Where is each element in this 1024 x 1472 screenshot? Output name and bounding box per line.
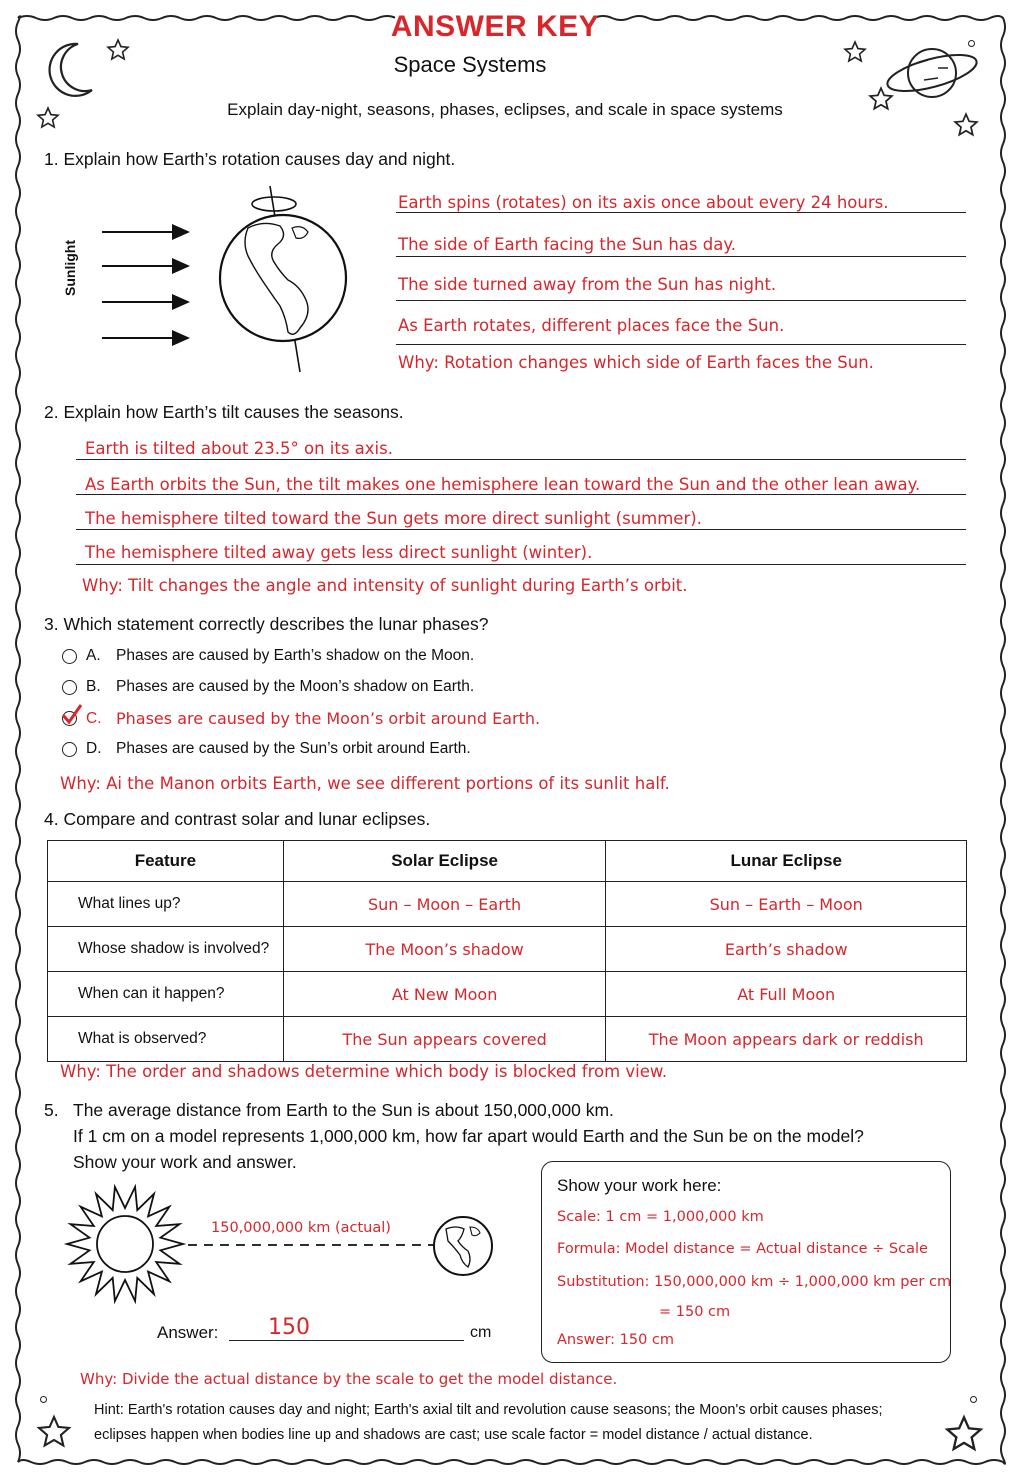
column-header: Lunar Eclipse (606, 841, 967, 882)
sparkle-dot (40, 1396, 47, 1403)
hint-line-2: eclipses happen when bodies line up and shadows are cast; use scale factor = model distance / actual distance. (94, 1427, 813, 1443)
lunar-cell: Sun – Earth – Moon (606, 882, 967, 927)
q2-answer-line-3: The hemisphere tilted toward the Sun gets more direct sunlight (summer). (85, 509, 702, 528)
q2-why: Why: Tilt changes the angle and intensity of sunlight during Earth’s orbit. (82, 576, 688, 595)
sparkle-dot (970, 1396, 977, 1403)
question-5-line-2: If 1 cm on a model represents 1,000,000 km, how far apart would Earth and the Sun be on the model? (73, 1126, 864, 1146)
lunar-cell: At Full Moon (606, 972, 967, 1017)
option-c-selected[interactable] (62, 709, 540, 728)
q4-why: Why: The order and shadows determine which body is blocked from view. (60, 1062, 668, 1081)
feature-cell: What is observed? (48, 1017, 284, 1062)
work-formula: Formula: Model distance = Actual distance ÷ Scale (557, 1241, 928, 1257)
dashed-distance-line (188, 1240, 438, 1250)
hint-line-1: Hint: Earth's rotation causes day and night; Earth's axial tilt and revolution cause seasons; the Moon's orbit causes phases; (94, 1402, 883, 1418)
answer-rule (396, 212, 966, 213)
answer-rule (76, 459, 966, 460)
answer-label: Answer: (157, 1323, 219, 1342)
option-letter: C. (86, 709, 102, 727)
earth-icon (432, 1215, 494, 1277)
answer-rule (76, 529, 966, 530)
q2-answer-line-1: Earth is tilted about 23.5° on its axis. (85, 439, 393, 458)
option-text: Phases are caused by the Moon’s shadow on Earth. (116, 678, 475, 695)
table-row (48, 927, 967, 972)
work-answer: Answer: 150 cm (557, 1332, 675, 1348)
q3-why: Why: Ai the Manon orbits Earth, we see different portions of its sunlit half. (60, 774, 670, 793)
answer-value[interactable]: 150 (268, 1315, 310, 1340)
page-subtitle: Space Systems (393, 52, 547, 77)
answer-rule (396, 300, 966, 301)
column-header: Feature (48, 841, 284, 882)
option-letter: D. (86, 740, 102, 757)
question-5-line-1: The average distance from Earth to the Sun is about 150,000,000 km. (73, 1100, 614, 1120)
table-header-row (48, 841, 967, 882)
option-text: Phases are caused by the Moon’s orbit around Earth. (116, 709, 541, 728)
question-1-prompt: 1. Explain how Earth’s rotation causes day and night. (44, 149, 456, 169)
lunar-cell: Earth’s shadow (606, 927, 967, 972)
table-row (48, 972, 967, 1017)
page-title: ANSWER KEY (390, 10, 600, 43)
option-text: Phases are caused by Earth’s shadow on the Moon. (116, 647, 475, 664)
sunlight-label: Sunlight (62, 240, 78, 296)
answer-rule (76, 564, 966, 565)
distance-label: 150,000,000 km (actual) (211, 1220, 391, 1236)
instructions: Explain day-night, seasons, phases, eclipses, and scale in space systems (227, 100, 783, 119)
q1-answer-line-3: The side turned away from the Sun has night. (398, 275, 777, 294)
star-icon (944, 1414, 984, 1454)
earth-rotation-diagram (208, 182, 358, 378)
lunar-cell: The Moon appears dark or reddish (606, 1017, 967, 1062)
work-scale: Scale: 1 cm = 1,000,000 km (557, 1209, 764, 1225)
answer-rule (396, 344, 966, 345)
work-substitution: Substitution: 150,000,000 km ÷ 1,000,000 km per cm (557, 1274, 952, 1290)
radio-button-checked[interactable] (62, 711, 77, 726)
checkmark-icon (60, 703, 84, 727)
answer-rule (229, 1340, 464, 1341)
question-2-prompt: 2. Explain how Earth’s tilt causes the seasons. (44, 402, 404, 422)
solar-cell: The Sun appears covered (283, 1017, 606, 1062)
eclipse-comparison-table (47, 840, 967, 1062)
q1-answer-line-1: Earth spins (rotates) on its axis once about every 24 hours. (398, 193, 889, 212)
question-5-number: 5. (44, 1100, 59, 1120)
q1-why: Why: Rotation changes which side of Earth faces the Sun. (398, 353, 874, 372)
solar-cell: At New Moon (283, 972, 606, 1017)
q2-answer-line-2: As Earth orbits the Sun, the tilt makes one hemisphere lean toward the Sun and the other lean away. (85, 475, 921, 494)
answer-rule (76, 494, 966, 495)
q5-why: Why: Divide the actual distance by the scale to get the model distance. (80, 1370, 618, 1388)
solar-cell: The Moon’s shadow (283, 927, 606, 972)
table-row (48, 1017, 967, 1062)
sunlight-arrows (98, 220, 198, 350)
radio-button[interactable] (62, 649, 77, 664)
option-letter: A. (86, 647, 101, 664)
star-icon (36, 1414, 72, 1450)
option-a[interactable] (62, 647, 474, 665)
feature-cell: When can it happen? (48, 972, 284, 1017)
sun-icon (60, 1180, 190, 1308)
q1-answer-line-2: The side of Earth facing the Sun has day. (398, 235, 736, 254)
table-row (48, 882, 967, 927)
question-5-line-3: Show your work and answer. (73, 1152, 297, 1172)
option-letter: B. (86, 678, 101, 695)
column-header: Solar Eclipse (283, 841, 606, 882)
feature-cell: What lines up? (48, 882, 284, 927)
work-result: = 150 cm (659, 1304, 731, 1320)
answer-rule (396, 256, 966, 257)
q1-answer-line-4: As Earth rotates, different places face the Sun. (398, 316, 785, 335)
option-text: Phases are caused by the Sun’s orbit around Earth. (116, 740, 471, 757)
option-d[interactable] (62, 740, 471, 758)
feature-cell: Whose shadow is involved? (48, 927, 284, 972)
question-3-prompt: 3. Which statement correctly describes the lunar phases? (44, 614, 489, 634)
q2-answer-line-4: The hemisphere tilted away gets less direct sunlight (winter). (85, 543, 593, 562)
question-4-prompt: 4. Compare and contrast solar and lunar eclipses. (44, 809, 431, 829)
option-b[interactable] (62, 678, 474, 696)
radio-button[interactable] (62, 680, 77, 695)
answer-unit: cm (470, 1324, 492, 1341)
work-heading: Show your work here: (557, 1176, 722, 1195)
radio-button[interactable] (62, 742, 77, 757)
solar-cell: Sun – Moon – Earth (283, 882, 606, 927)
